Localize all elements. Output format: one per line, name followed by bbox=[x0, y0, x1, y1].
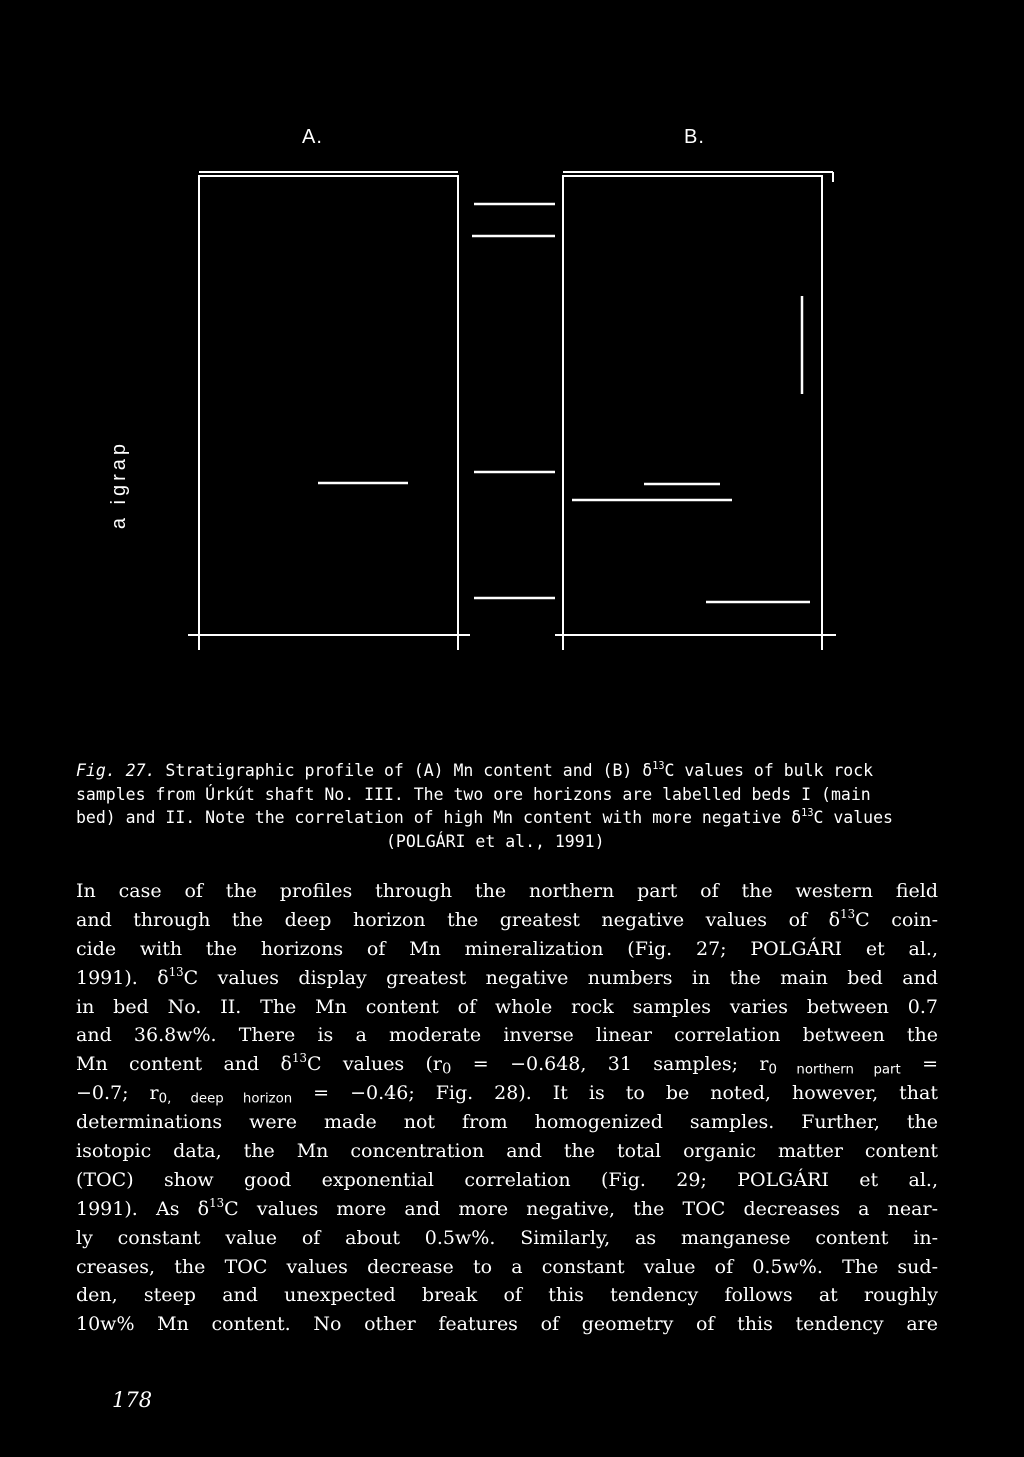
figure-caption bbox=[76, 759, 938, 853]
body-sub-8: 0, deep horizon bbox=[158, 1091, 293, 1107]
body-sub-7a: 0 bbox=[442, 1061, 452, 1079]
body-line-9: determinations were made not from homogenized samples. Further, the bbox=[76, 1111, 938, 1134]
panel-b-label: B. bbox=[684, 126, 705, 148]
body-line-4a: 1991). δ bbox=[76, 966, 169, 989]
body-sup-7: 13 bbox=[291, 1051, 307, 1066]
figure-label: Fig. 27. bbox=[76, 761, 156, 780]
caption-line-2: samples from Úrkút shaft No. III. The two ore horizons are labelled beds I (main bbox=[76, 784, 871, 804]
caption-line-3 bbox=[76, 806, 938, 830]
body-line-12 bbox=[76, 1195, 938, 1224]
body-line-4b: C values display greatest negative numbers in the main bed and bbox=[183, 966, 938, 989]
body-line-8 bbox=[76, 1079, 938, 1108]
body-line-13: ly constant value of about 0.5w%. Similarly, as manganese content in- bbox=[76, 1226, 938, 1249]
body-sub-7b: 0 northern part bbox=[768, 1062, 901, 1078]
caption-line-1 bbox=[76, 759, 938, 783]
body-line-7d: = bbox=[900, 1053, 938, 1076]
caption-line-3-text: bed) and II. Note the correlation of high Mn content with more negative δ bbox=[76, 808, 802, 827]
body-line-10: isotopic data, the Mn concentration and the total organic matter content bbox=[76, 1140, 938, 1163]
body-sup-12: 13 bbox=[209, 1195, 225, 1210]
caption-line-1-text: Stratigraphic profile of (A) Mn content and (B) δ bbox=[165, 761, 653, 780]
panel-a-label: A. bbox=[302, 126, 323, 148]
body-line-2a: and through the deep horizon the greatest negative values of δ bbox=[76, 908, 841, 931]
stratigraphic-figure bbox=[0, 0, 1024, 700]
body-line-8a: −0.7; r bbox=[76, 1082, 159, 1105]
body-line-7b: C values (r bbox=[306, 1053, 443, 1076]
body-line-3: cide with the horizons of Mn mineralization (Fig. 27; POLGÁRI et al., bbox=[76, 937, 938, 960]
caption-line-3-end: C values bbox=[813, 808, 893, 827]
body-line-7 bbox=[76, 1050, 938, 1079]
side-label: a igrap bbox=[108, 440, 130, 530]
caption-sup-3: 13 bbox=[801, 807, 814, 819]
body-line-4 bbox=[76, 964, 938, 993]
body-line-7a: Mn content and δ bbox=[76, 1053, 292, 1076]
body-line-11: (TOC) show good exponential correlation (Fig. 29; POLGÁRI et al., bbox=[76, 1168, 938, 1191]
body-line-8b: = −0.46; Fig. 28). It is to be noted, however, that bbox=[292, 1082, 938, 1105]
body-paragraph bbox=[76, 877, 938, 1339]
body-line-16: 10w% Mn content. No other features of geometry of this tendency are bbox=[76, 1313, 938, 1336]
panel-a-frame bbox=[199, 176, 458, 635]
body-sup-2: 13 bbox=[840, 906, 856, 921]
body-line-15: den, steep and unexpected break of this tendency follows at roughly bbox=[76, 1284, 938, 1307]
body-line-1: In case of the profiles through the northern part of the western field bbox=[76, 880, 938, 902]
body-line-7c: = −0.648, 31 samples; r bbox=[451, 1053, 769, 1076]
body-line-12b: C values more and more negative, the TOC decreases a near- bbox=[224, 1197, 938, 1220]
body-line-2 bbox=[76, 906, 938, 935]
panel-b-frame bbox=[563, 176, 822, 635]
caption-sup-1: 13 bbox=[652, 760, 665, 772]
page-number: 178 bbox=[112, 1388, 153, 1412]
caption-line-1-end: C values of bulk rock bbox=[664, 761, 874, 780]
body-line-6: and 36.8w%. There is a moderate inverse linear correlation between the bbox=[76, 1024, 938, 1047]
body-line-14: creases, the TOC values decrease to a constant value of 0.5w%. The sud- bbox=[76, 1255, 938, 1278]
body-line-2b: C coin- bbox=[855, 908, 939, 931]
body-line-12a: 1991). As δ bbox=[76, 1197, 210, 1220]
body-line-5: in bed No. II. The Mn content of whole rock samples varies between 0.7 bbox=[76, 995, 938, 1018]
caption-line-4: (POLGÁRI et al., 1991) bbox=[386, 831, 605, 851]
body-sup-4: 13 bbox=[168, 964, 184, 979]
